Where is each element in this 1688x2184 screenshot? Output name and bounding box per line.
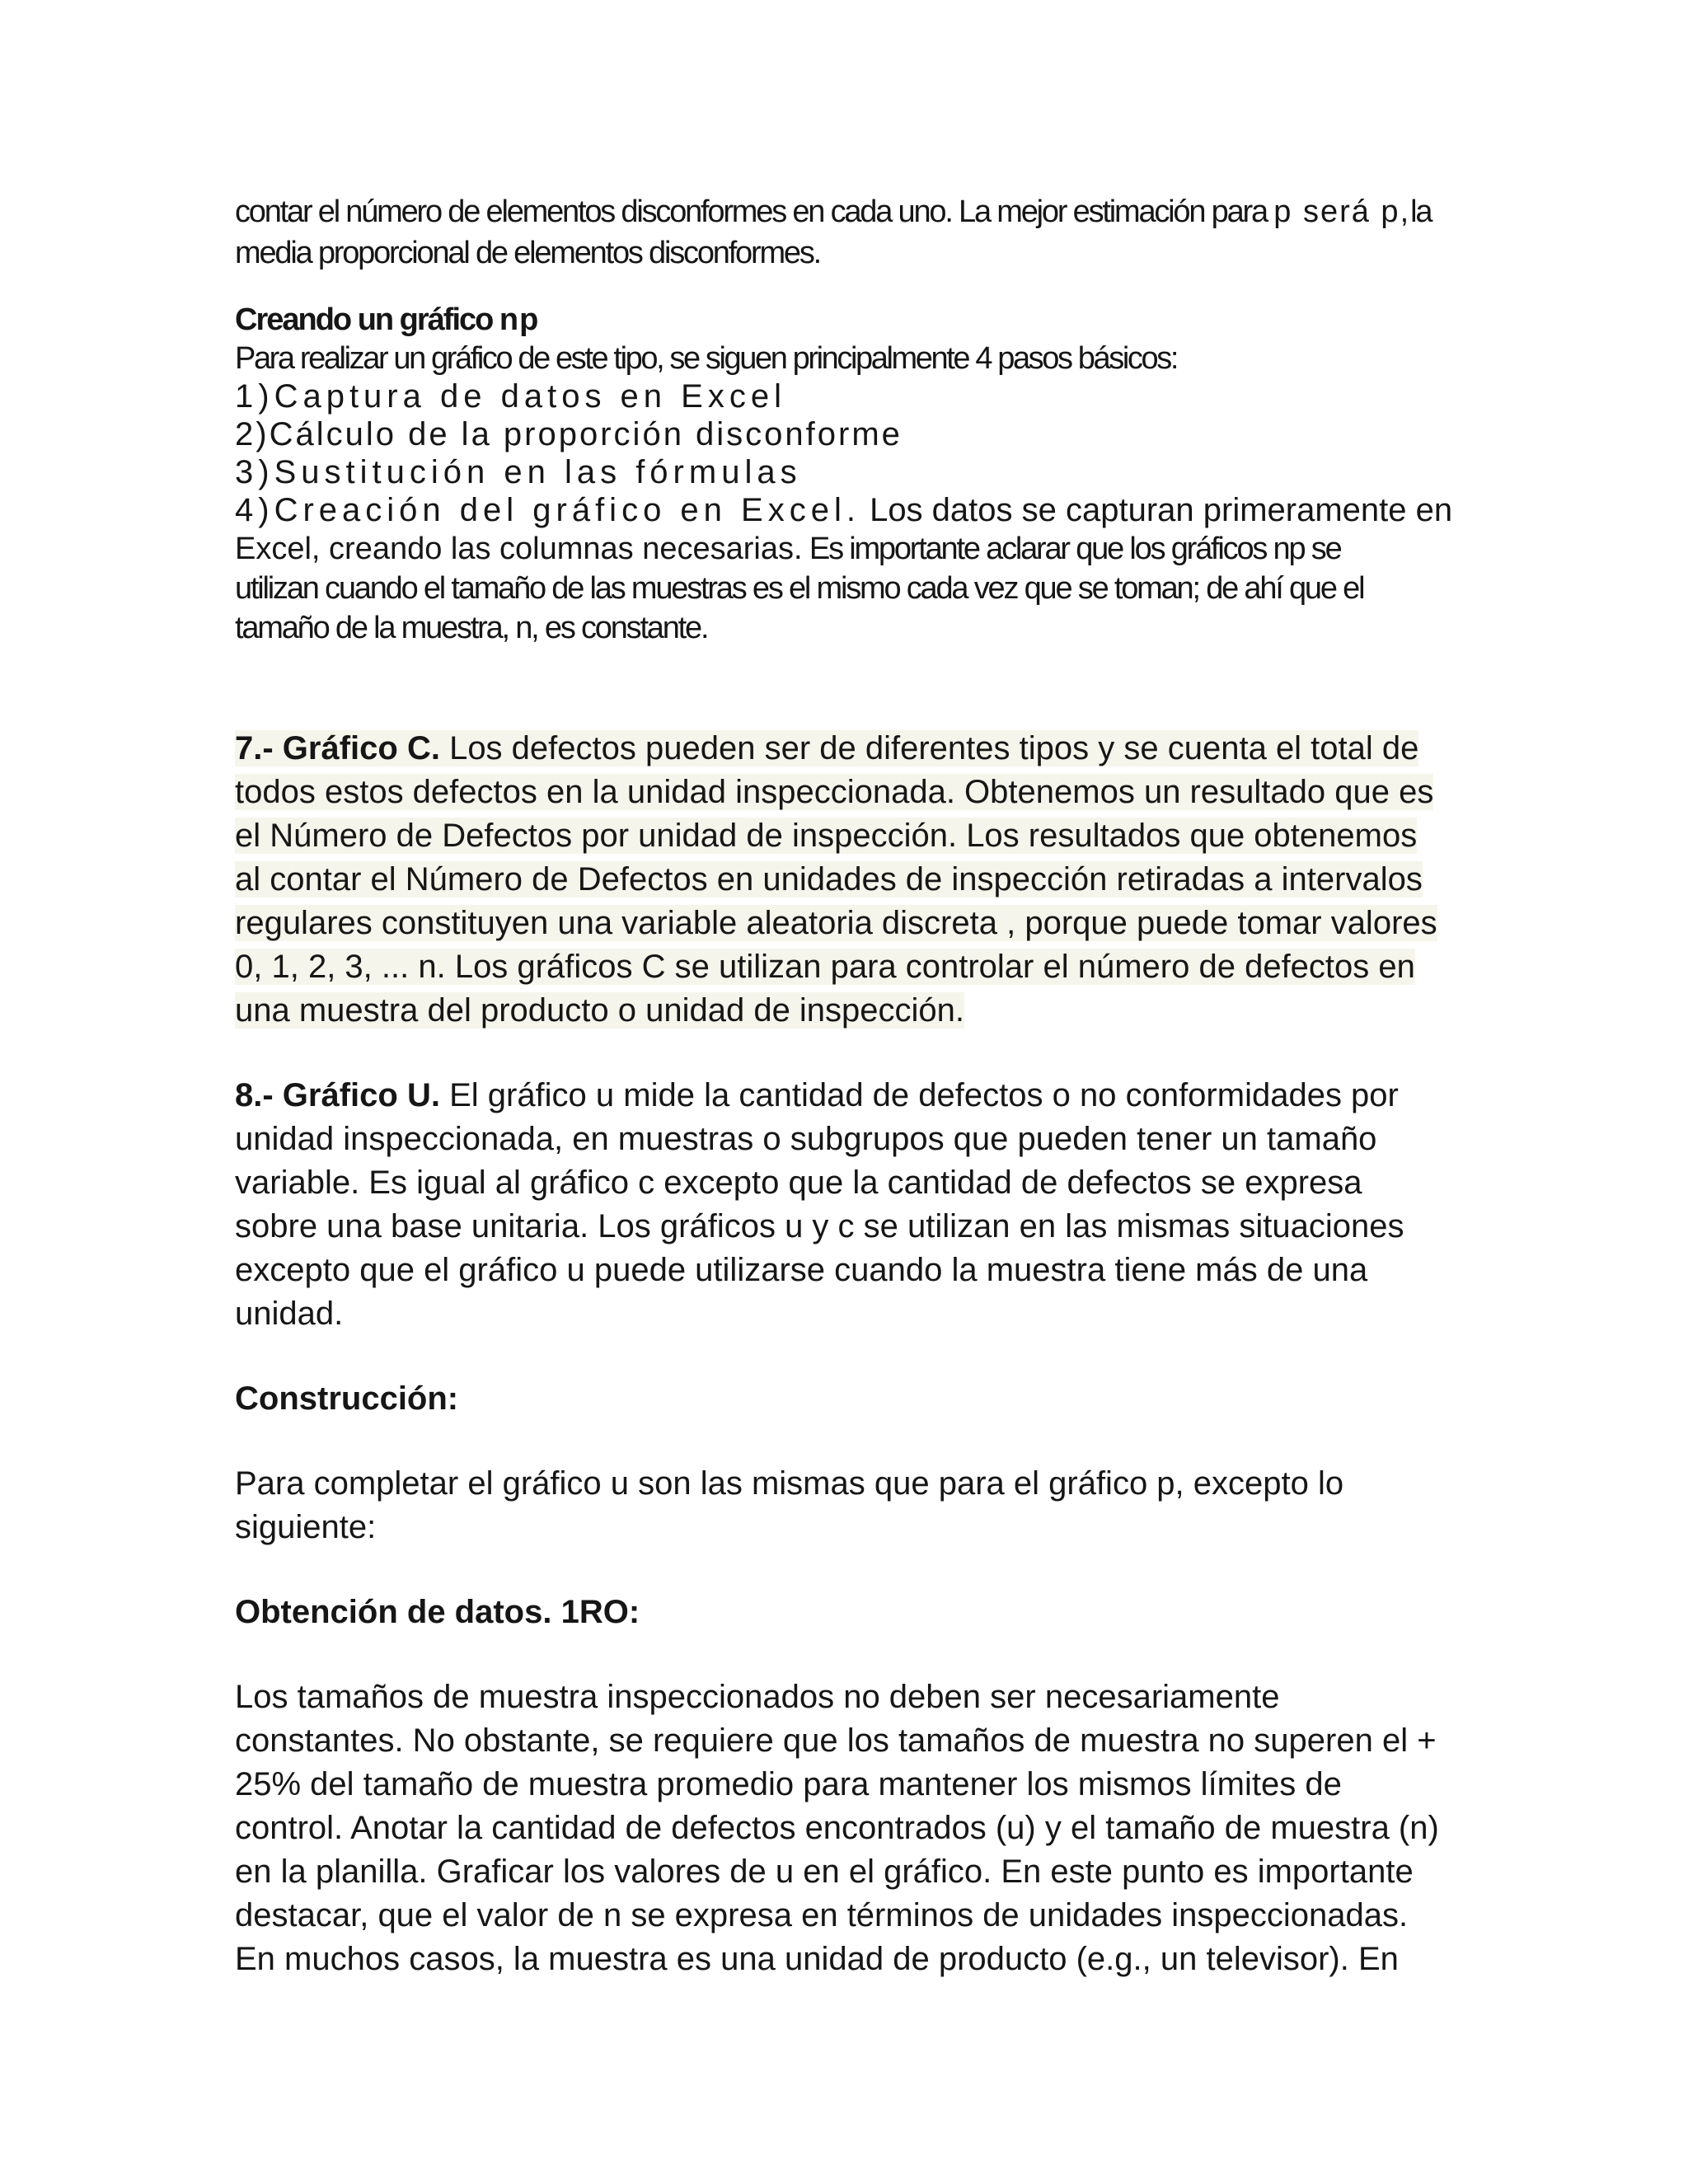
text-line <box>235 727 1455 771</box>
step-item: 1)Captura de datos en Excel <box>235 378 786 415</box>
construccion-heading: Construcción: <box>235 1380 459 1417</box>
text-line: en la planilla. Graficar los valores de u en el gráfico. En este punto es importante <box>235 1854 1414 1890</box>
text-span: Es importante aclarar que los gráficos np se <box>802 532 1341 566</box>
spacer <box>235 648 1455 727</box>
section-grafico-u <box>235 1074 1455 1336</box>
text-line: excepto que el gráfico u puede utilizarse cuando la muestra tiene más de una <box>235 1252 1368 1288</box>
text-span: Los datos se capturan primeramente en <box>860 492 1453 528</box>
text-line: constantes. No obstante, se requiere que los tamaños de muestra no superen el + <box>235 1722 1437 1759</box>
text-line <box>235 858 1455 902</box>
text-line <box>235 945 1455 989</box>
text-span: una muestra del producto o unidad de inspección. <box>235 992 965 1029</box>
section-label: 8.- Gráfico U. <box>235 1077 440 1113</box>
text-span: contar el número de elementos disconformes en cada uno. La mejor estimación para <box>235 194 1274 229</box>
np-heading <box>235 300 1455 340</box>
text-line: sobre una base unitaria. Los gráficos u y c se utilizan en las mismas situaciones <box>235 1208 1404 1244</box>
text-line <box>235 989 1455 1033</box>
obtencion-heading: Obtención de datos. 1RO: <box>235 1594 640 1630</box>
step-item: 2)Cálculo de la proporción disconforme <box>235 416 903 452</box>
text-span: Creando un gráfico <box>235 302 499 337</box>
text-line: tamaño de la muestra, n, es constante. <box>235 611 708 645</box>
section-grafico-c <box>235 727 1455 1033</box>
text-span: todos estos defectos en la unidad inspeccionada. Obtenemos un resultado que es <box>235 774 1434 810</box>
spacer <box>235 1033 1455 1074</box>
text-line: destacar, que el valor de n se expresa en términos de unidades inspeccionadas. <box>235 1897 1409 1933</box>
text-line: Los tamaños de muestra inspeccionados no deben ser necesariamente <box>235 1679 1280 1715</box>
spacer <box>235 1336 1455 1377</box>
text-span: el Número de Defectos por unidad de inspección. Los resultados que obtenemos <box>235 818 1418 854</box>
np-intro: Para realizar un gráfico de este tipo, se siguen principalmente 4 pasos básicos: <box>235 341 1177 376</box>
step-item: 3)Sustitución en las fórmulas <box>235 454 802 490</box>
spacer <box>235 1549 1455 1591</box>
text-line <box>235 771 1455 814</box>
text-span: p será p, <box>1273 194 1411 229</box>
text-line: unidad inspeccionada, en muestras o subgrupos que pueden tener un tamaño <box>235 1121 1377 1157</box>
spacer <box>235 1421 1455 1462</box>
text-line: control. Anotar la cantidad de defectos encontrados (u) y el tamaño de muestra (n) <box>235 1810 1439 1846</box>
text-line: unidad. <box>235 1296 344 1332</box>
text-span: 4)Creación del gráfico en Excel. <box>235 492 860 528</box>
text-span: np <box>499 302 540 337</box>
text-line: utilizan cuando el tamaño de las muestras es el mismo cada vez que se toman; de ahí que el <box>235 571 1364 606</box>
text-line <box>235 529 1455 569</box>
text-span: regulares constituyen una variable aleatoria discreta , porque puede tomar valores <box>235 905 1437 941</box>
text-line <box>235 814 1455 858</box>
text-line: Para completar el gráfico u son las mismas que para el gráfico p, excepto lo <box>235 1465 1344 1502</box>
text-span: El gráfico u mide la cantidad de defectos o no conformidades por <box>439 1077 1399 1113</box>
text-line: media proporcional de elementos disconformes. <box>235 236 820 270</box>
text-line: variable. Es igual al gráfico c excepto que la cantidad de defectos se expresa <box>235 1165 1362 1201</box>
text-span: la <box>1410 194 1432 229</box>
spacer <box>235 1634 1455 1675</box>
section-label: 7.- Gráfico C. <box>235 730 440 766</box>
text-line: 25% del tamaño de muestra promedio para mantener los mismos límites de <box>235 1766 1342 1802</box>
text-line <box>235 1074 1455 1118</box>
text-line: En muchos casos, la muestra es una unidad de producto (e.g., un televisor). En <box>235 1941 1399 1977</box>
document-content <box>235 191 1455 1981</box>
text-span: Excel, creando las columnas necesarias. <box>235 532 803 566</box>
text-span: 0, 1, 2, 3, ... n. Los gráficos C se utilizan para controlar el número de defectos en <box>235 949 1415 985</box>
steps-list <box>235 377 1455 529</box>
text-line <box>235 902 1455 945</box>
text-span: al contar el Número de Defectos en unidades de inspección retiradas a intervalos <box>235 861 1423 898</box>
step-item <box>235 491 1455 529</box>
text-line <box>235 191 1455 232</box>
text-span: Los defectos pueden ser de diferentes tipos y se cuenta el total de <box>439 730 1419 766</box>
text-line: siguiente: <box>235 1509 377 1545</box>
